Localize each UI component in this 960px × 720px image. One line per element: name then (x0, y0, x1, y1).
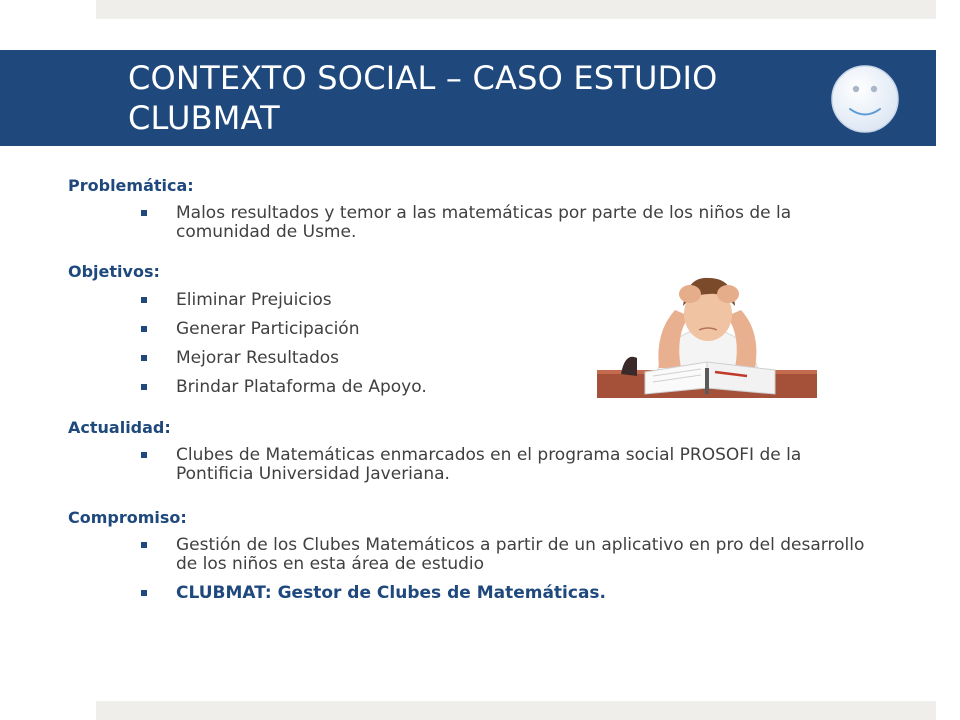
list-item-text: Eliminar Prejuicios (176, 290, 332, 310)
list-item-text: Brindar Plataforma de Apoyo. (176, 377, 427, 397)
bottom-decorative-band (96, 701, 936, 720)
list-item-highlight (68, 584, 868, 603)
actualidad-list (68, 446, 868, 484)
bullet-icon (141, 355, 147, 361)
list-item (68, 446, 868, 484)
slide-title: CONTEXTO SOCIAL – CASO ESTUDIO CLUBMAT (128, 59, 718, 137)
bullet-icon (141, 326, 147, 332)
list-item-text: Malos resultados y temor a las matemáticas por parte de los niños de la comunidad de Usme. (176, 203, 792, 242)
heading-compromiso: Compromiso: (68, 508, 187, 527)
heading-objetivos: Objetivos: (68, 262, 160, 281)
section-compromiso (68, 508, 868, 603)
bullet-icon (141, 542, 147, 548)
bullet-icon (141, 452, 147, 458)
title-bar (0, 50, 936, 146)
bullet-icon (141, 210, 147, 216)
section-actualidad (68, 418, 868, 484)
bullet-icon (141, 297, 147, 303)
list-item-text: Generar Participación (176, 319, 360, 339)
list-item (68, 204, 868, 242)
smiley-face-icon (830, 64, 900, 134)
list-item-text: Clubes de Matemáticas enmarcados en el programa social PROSOFI de la Pontificia Universidad Javeriana. (176, 445, 802, 484)
list-item-text: Mejorar Resultados (176, 348, 340, 368)
bullet-icon (141, 590, 147, 596)
section-problematica (68, 176, 868, 242)
list-item-text: CLUBMAT: Gestor de Clubes de Matemáticas. (176, 583, 606, 603)
boy-stressed-over-homework-image (597, 272, 817, 398)
list-item (68, 536, 868, 574)
top-decorative-band (96, 0, 936, 19)
bullet-icon (141, 384, 147, 390)
compromiso-list (68, 536, 868, 603)
heading-problematica: Problemática: (68, 176, 194, 195)
heading-actualidad: Actualidad: (68, 418, 171, 437)
list-item-text: Gestión de los Clubes Matemáticos a partir de un aplicativo en pro del desarrollo de los niños en esta área de estudio (176, 535, 865, 574)
problematica-list (68, 204, 868, 242)
